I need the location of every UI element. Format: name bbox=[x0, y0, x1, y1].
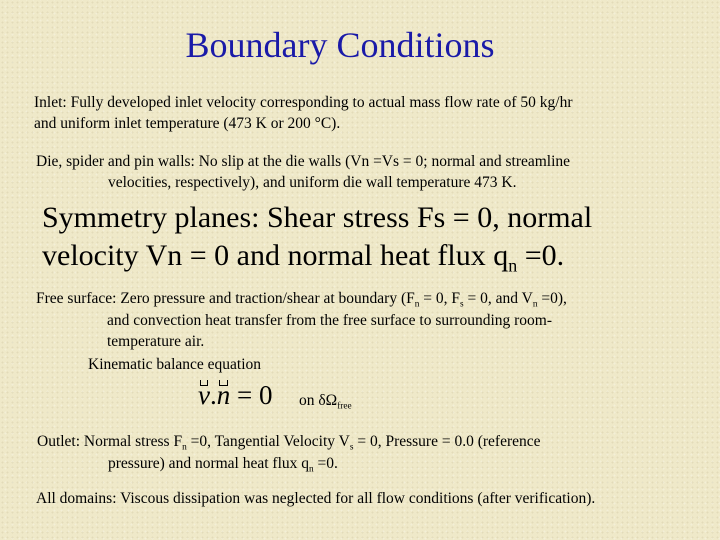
outlet-line-1 bbox=[37, 431, 541, 452]
free-surface-sub-n2: n bbox=[532, 299, 538, 310]
free-surface-text-b: = 0, F bbox=[419, 290, 461, 307]
eq-rhs: = 0 bbox=[230, 380, 273, 410]
inlet-line-1: Inlet: Fully developed inlet velocity corresponding to actual mass flow rate of 50 kg/hr bbox=[34, 94, 573, 111]
outlet-text-e: =0. bbox=[313, 455, 338, 472]
eq-v: v bbox=[198, 380, 210, 410]
free-surface-text-d: =0), bbox=[537, 290, 567, 307]
outlet-sub-s: s bbox=[349, 442, 354, 453]
outlet-line-2 bbox=[108, 453, 338, 474]
all-domains-line: All domains: Viscous dissipation was neglected for all flow conditions (after verification). bbox=[36, 490, 596, 507]
outlet-text-b: =0, Tangential Velocity V bbox=[186, 433, 350, 450]
symmetry-line-2 bbox=[42, 236, 564, 276]
symmetry-sub-n: n bbox=[508, 255, 518, 276]
free-surface-line-2: and convection heat transfer from the free surface to surrounding room- bbox=[107, 312, 553, 329]
on-boundary-text: on δΩ bbox=[299, 392, 338, 409]
outlet-sub-n2: n bbox=[309, 464, 314, 475]
symmetry-line-1: Symmetry planes: Shear stress Fs = 0, normal bbox=[42, 201, 593, 234]
outlet-text-a: Outlet: Normal stress F bbox=[37, 433, 183, 450]
free-sub: free bbox=[337, 401, 352, 412]
kinematic-equation bbox=[198, 380, 272, 411]
walls-line-1: Die, spider and pin walls: No slip at the die walls (Vn =Vs = 0; normal and streamline bbox=[36, 153, 571, 170]
eq-n: n bbox=[216, 380, 231, 410]
free-surface-line-1 bbox=[36, 288, 567, 309]
free-surface-text-c: = 0, and V bbox=[463, 290, 533, 307]
free-surface-sub-s: s bbox=[460, 299, 464, 310]
walls-line-2: velocities, respectively), and uniform die wall temperature 473 K. bbox=[108, 174, 517, 191]
free-surface-line-3: temperature air. bbox=[107, 333, 205, 350]
kinematic-label: Kinematic balance equation bbox=[88, 356, 262, 373]
vector-v bbox=[198, 380, 210, 411]
outlet-sub-n: n bbox=[182, 442, 187, 453]
free-surface-sub-n: n bbox=[414, 299, 420, 310]
slide-title: Boundary Conditions bbox=[185, 25, 495, 65]
inlet-line-2: and uniform inlet temperature (473 K or 200 °C). bbox=[34, 115, 341, 132]
outlet-text-d: pressure) and normal heat flux q bbox=[108, 455, 310, 472]
eq-dot: . bbox=[209, 380, 217, 410]
vector-n bbox=[217, 380, 231, 411]
free-surface-text-a: Free surface: Zero pressure and traction/shear at boundary (F bbox=[36, 290, 415, 307]
symmetry-line-2-text: velocity Vn = 0 and normal heat flux q bbox=[42, 239, 509, 272]
outlet-text-c: = 0, Pressure = 0.0 (reference bbox=[353, 433, 541, 450]
domain-boundary-label bbox=[299, 390, 352, 411]
symmetry-line-2-end: =0. bbox=[517, 239, 565, 272]
